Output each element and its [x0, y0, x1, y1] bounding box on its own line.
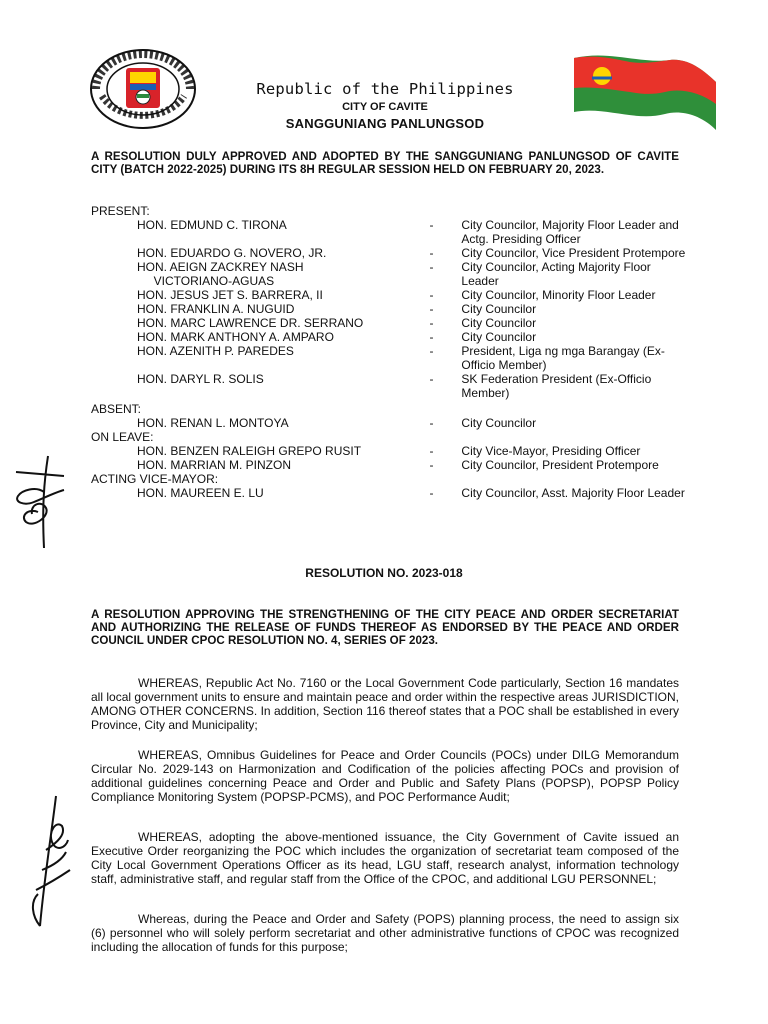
member-dash: - [429, 218, 434, 232]
member-position: City Councilor [461, 416, 537, 430]
member-dash: - [429, 486, 434, 500]
member-row [91, 302, 691, 316]
absent-label: ABSENT: [91, 402, 142, 416]
whereas-paragraph: Whereas, during the Peace and Order and Safety (POPS) planning process, the need to assign six (6) personnel who will solely perform secretariat and other administrative functions of CPOC was recognized including the allocation of funds for this purpose; [91, 912, 679, 954]
city-seal-logo [88, 48, 198, 130]
member-position: City Councilor, Majority Floor Leader and Actg. Presiding Officer [461, 218, 679, 246]
signature-mark-2 [26, 790, 74, 930]
member-row [91, 316, 691, 330]
republic-header: Republic of the Philippines [256, 80, 514, 98]
member-row [91, 444, 691, 458]
member-name: HON. AZENITH P. PAREDES [137, 344, 294, 358]
present-list [91, 218, 691, 400]
member-position: City Councilor [461, 302, 537, 316]
acting-vice-mayor-label: ACTING VICE-MAYOR: [91, 472, 219, 486]
member-name: HON. MARK ANTHONY A. AMPARO [137, 330, 334, 344]
member-name: HON. FRANKLIN A. NUGUID [137, 302, 295, 316]
member-name: HON. EDUARDO G. NOVERO, JR. [137, 246, 327, 260]
member-row [91, 416, 691, 430]
member-dash: - [429, 458, 434, 472]
member-position: City Councilor, Acting Majority Floor Leader [461, 260, 651, 288]
whereas-paragraph: WHEREAS, Omnibus Guidelines for Peace and Order Councils (POCs) under DILG Memorandum Circular No. 2029-143 on Harmonization and Codification of the policies affecting POCs and provision of additional guidelines concerning Peace and Order and Public and Safety Plans (POPSP), POPSP Policy Compliance Monitoring System (POPSP-PCMS), and POC Performance Audit; [91, 748, 679, 804]
session-heading: A RESOLUTION DULY APPROVED AND ADOPTED BY THE SANGGUNIANG PANLUNGSOD OF CAVITE CITY (BATCH 2022-2025) DURING ITS 8H REGULAR SESSION HELD ON FEBRUARY 20, 2023. [91, 150, 679, 176]
member-dash: - [429, 416, 434, 430]
attendance-roster [91, 204, 691, 500]
member-name: HON. JESUS JET S. BARRERA, II [137, 288, 323, 302]
whereas-paragraph: WHEREAS, Republic Act No. 7160 or the Local Government Code particularly, Section 16 mandates all local government units to ensure and maintain peace and order within the respective areas JURISDICTION, AMONG OTHER CONCERNS. In addition, Section 116 thereof states that a POC shall be established in every Province, City and Municipality; [91, 676, 679, 732]
member-dash: - [429, 288, 434, 302]
member-row [91, 458, 691, 472]
member-name: HON. AEIGN ZACKREY NASH VICTORIANO-AGUAS [137, 260, 304, 288]
whereas-paragraph: WHEREAS, adopting the above-mentioned issuance, the City Government of Cavite issued an Executive Order reorganizing the POC which includes the organization of secretariat team composed of the City Local Government Operations Officer as its head, LGU staff, research analyst, information technology staff, administrative staff, and regular staff from the Office of the CPOC, and additional LGU PERSONNEL; [91, 830, 679, 886]
member-dash: - [429, 372, 434, 386]
member-dash: - [429, 344, 434, 358]
member-name: HON. BENZEN RALEIGH GREPO RUSIT [137, 444, 362, 458]
member-position: City Councilor, Minority Floor Leader [461, 288, 656, 302]
member-position: City Vice-Mayor, Presiding Officer [461, 444, 641, 458]
member-row [91, 486, 691, 500]
member-dash: - [429, 302, 434, 316]
member-name: HON. RENAN L. MONTOYA [137, 416, 289, 430]
city-name: CITY OF CAVITE [342, 101, 428, 113]
member-name: HON. DARYL R. SOLIS [137, 372, 264, 386]
resolution-number: RESOLUTION NO. 2023-018 [305, 566, 463, 580]
member-position: City Councilor, President Protempore [461, 458, 659, 472]
member-dash: - [429, 246, 434, 260]
member-dash: - [429, 444, 434, 458]
member-position: City Councilor [461, 330, 537, 344]
member-dash: - [429, 330, 434, 344]
member-position: City Councilor, Vice President Protempore [461, 246, 686, 260]
member-name: HON. MARC LAWRENCE DR. SERRANO [137, 316, 364, 330]
member-row [91, 344, 691, 372]
member-row [91, 246, 691, 260]
resolution-title: A RESOLUTION APPROVING THE STRENGTHENING OF THE CITY PEACE AND ORDER SECRETARIAT AND AUTHORIZING THE RELEASE OF FUNDS THEREOF AS ENDORSED BY THE PEACE AND ORDER COUNCIL UNDER CPOC RESOLUTION NO. 4, SERIES OF 2023. [91, 608, 679, 647]
present-label: PRESENT: [91, 204, 150, 218]
member-dash: - [429, 316, 434, 330]
member-position: City Councilor, Asst. Majority Floor Leader [461, 486, 685, 500]
member-name: HON. MAUREEN E. LU [137, 486, 264, 500]
signature-mark-1 [8, 452, 68, 552]
member-row [91, 288, 691, 302]
on-leave-label: ON LEAVE: [91, 430, 154, 444]
member-position: SK Federation President (Ex-Officio Member) [461, 372, 652, 400]
member-row [91, 372, 691, 400]
member-name: HON. EDMUND C. TIRONA [137, 218, 287, 232]
member-row [91, 218, 691, 246]
member-position: President, Liga ng mga Barangay (Ex-Officio Member) [461, 344, 665, 372]
member-name: HON. MARRIAN M. PINZON [137, 458, 292, 472]
member-dash: - [429, 260, 434, 274]
member-row [91, 330, 691, 344]
city-flag-image [570, 52, 720, 132]
council-name: SANGGUNIANG PANLUNGSOD [285, 116, 485, 131]
member-row [91, 260, 691, 288]
member-position: City Councilor [461, 316, 537, 330]
